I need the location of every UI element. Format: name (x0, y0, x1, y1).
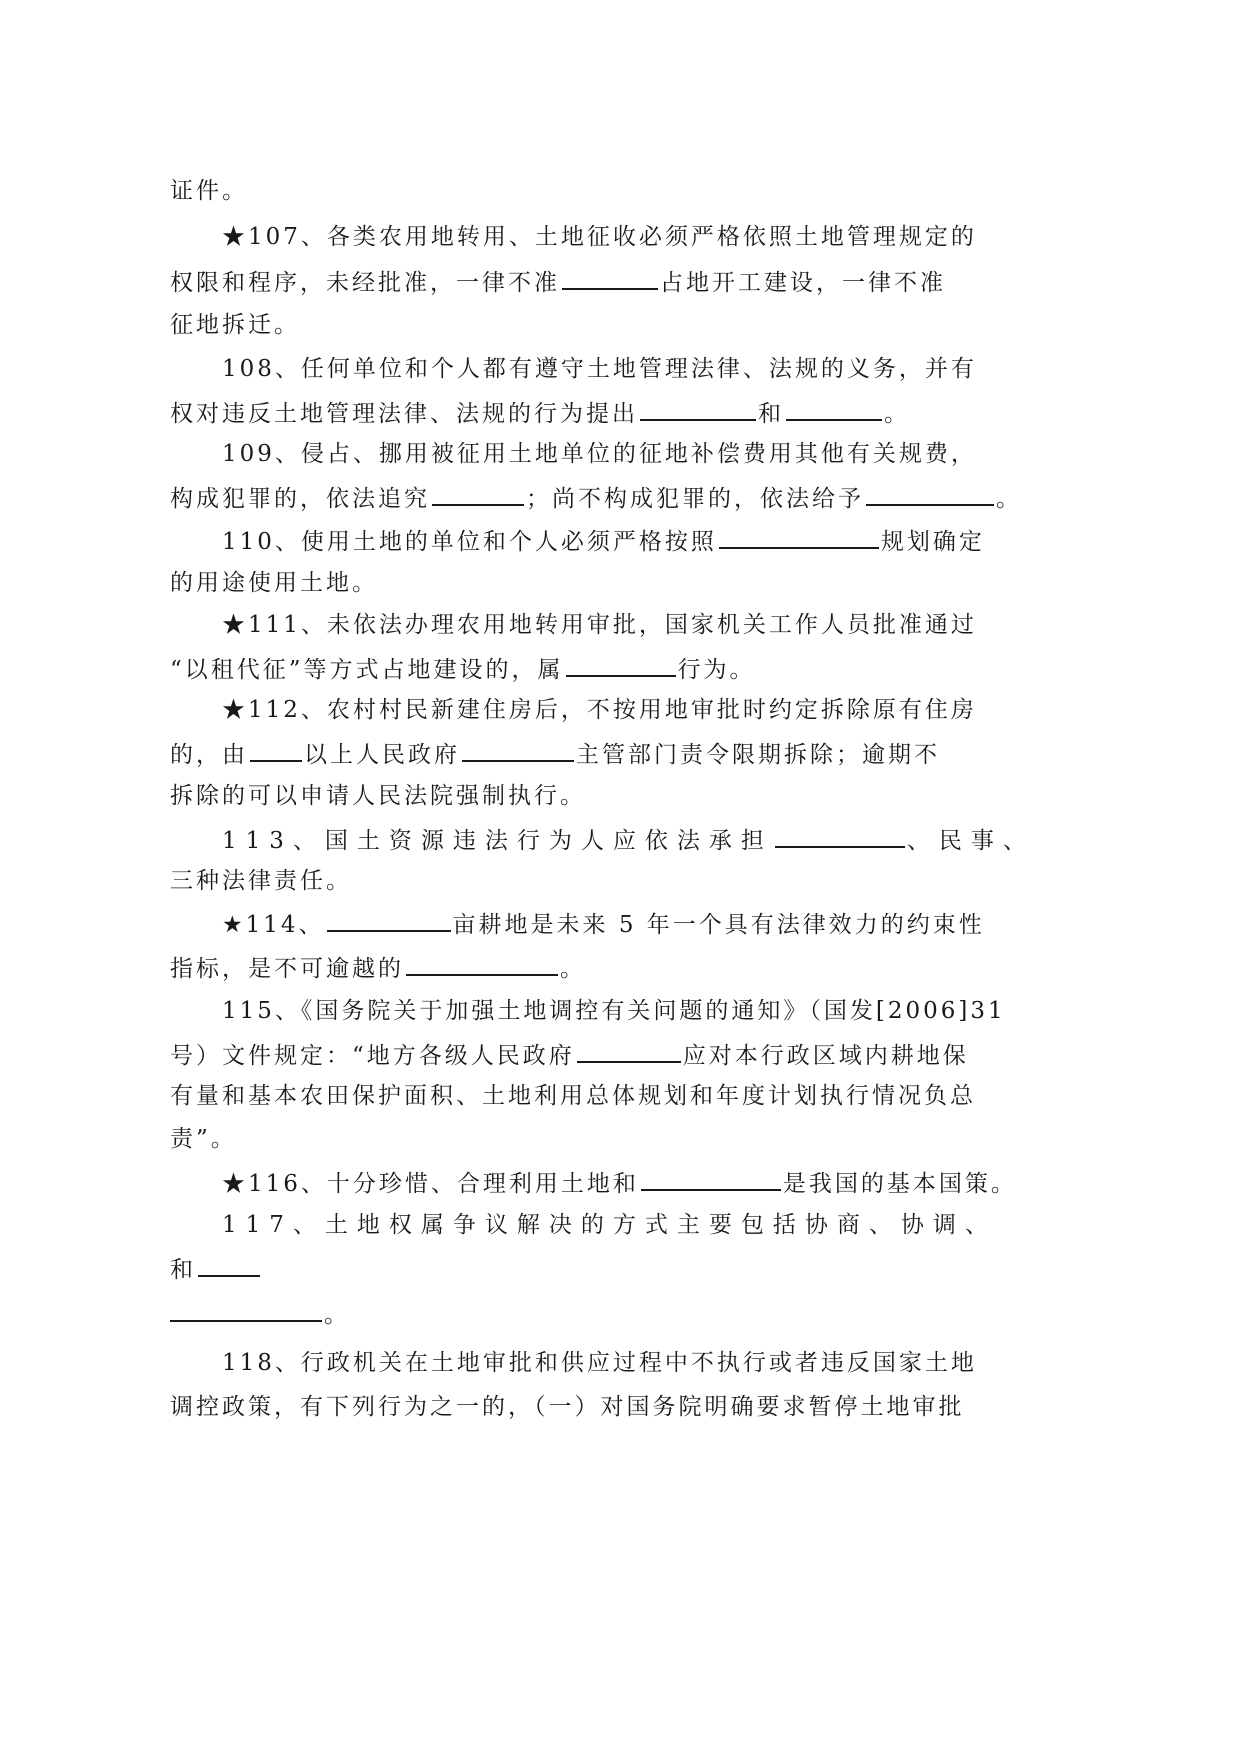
answer-blank[interactable] (406, 952, 558, 976)
question-114-line-1 (222, 908, 985, 940)
question-111-line-2 (170, 653, 756, 685)
text-segment: 115、《国务院关于加强土地调控有关问题的通知》（国发[2006]31 (222, 998, 1006, 1024)
question-110-line-1 (222, 525, 985, 557)
question-113-line-1 (222, 824, 1035, 856)
text-segment: 权限和程序，未经批准，一律不准 (170, 270, 560, 296)
text-segment: 主管部门责令限期拆除；逾期不 (576, 742, 940, 768)
answer-blank[interactable] (786, 397, 882, 421)
text-segment: 亩耕地是未来 5 年一个具有法律效力的约束性 (452, 912, 985, 938)
text-segment: 责”。 (170, 1126, 237, 1152)
text-segment: 。 (560, 956, 586, 982)
text-segment: 占地开工建设，一律不准 (660, 270, 946, 296)
text-segment: ★112、农村村民新建住房后，不按用地审批时约定拆除原有住房 (222, 697, 977, 723)
text-segment: 117、土地权属争议解决的方式主要包括协商、协调、 (222, 1212, 997, 1238)
text-segment: 、民事、 (906, 828, 1035, 854)
answer-blank[interactable] (775, 824, 905, 848)
text-segment: 118、行政机关在土地审批和供应过程中不执行或者违反国家土地 (222, 1350, 977, 1376)
text-segment: 。 (996, 486, 1022, 512)
text-line (170, 176, 248, 206)
answer-blank[interactable] (462, 738, 574, 762)
answer-blank[interactable] (562, 266, 658, 290)
text-segment: 和 (758, 401, 784, 427)
text-segment: 110、使用土地的单位和个人必须严格按照 (222, 529, 717, 555)
question-111-line-1 (222, 610, 977, 640)
answer-blank[interactable] (640, 397, 756, 421)
answer-blank[interactable] (866, 482, 994, 506)
answer-blank[interactable] (719, 525, 879, 549)
text-segment: 以上人民政府 (304, 742, 460, 768)
text-segment: 行为。 (677, 657, 756, 683)
question-107-line-2 (170, 266, 946, 298)
text-segment: ★107、各类农用地转用、土地征收必须严格依照土地管理规定的 (222, 224, 977, 250)
text-segment: 109、侵占、挪用被征用土地单位的征地补偿费用其他有关规费， (222, 441, 977, 467)
question-118-line-1 (222, 1348, 977, 1378)
answer-blank[interactable] (170, 1298, 322, 1322)
answer-blank[interactable] (577, 1039, 681, 1063)
question-112-line-2 (170, 738, 940, 770)
question-115-line-2 (170, 1039, 969, 1071)
text-segment: ；尚不构成犯罪的，依法给予 (526, 486, 864, 512)
text-segment: 有量和基本农田保护面积、土地利用总体规划和年度计划执行情况负总 (170, 1083, 976, 1109)
question-114-line-2 (170, 952, 586, 984)
question-115-line-4 (170, 1124, 237, 1154)
text-segment: 的用途使用土地。 (170, 570, 378, 596)
question-108-line-1 (222, 354, 977, 384)
answer-blank[interactable] (566, 653, 676, 677)
text-segment: 和 (170, 1257, 196, 1283)
text-segment: 的，由 (170, 742, 248, 768)
text-segment: 拆除的可以申请人民法院强制执行。 (170, 783, 586, 809)
question-107-line-3 (170, 310, 300, 340)
text-segment: 证件。 (170, 178, 248, 204)
text-segment: ★116、十分珍惜、合理利用土地和 (222, 1171, 639, 1197)
text-segment: 调控政策，有下列行为之一的，（一）对国务院明确要求暂停土地审批 (170, 1394, 965, 1420)
text-segment: 指标，是不可逾越的 (170, 956, 404, 982)
question-107-line-1 (222, 222, 977, 252)
text-segment: 号）文件规定：“地方各级人民政府 (170, 1043, 575, 1069)
question-117-line-1 (222, 1210, 997, 1240)
text-segment: 征地拆迁。 (170, 312, 300, 338)
question-109-line-1 (222, 439, 977, 469)
text-segment: 是我国的基本国策。 (782, 1171, 1017, 1197)
question-109-line-2 (170, 482, 1022, 514)
question-108-line-2 (170, 397, 910, 429)
answer-blank[interactable] (250, 738, 302, 762)
text-segment: 。 (884, 401, 910, 427)
question-116-line-1 (222, 1167, 1017, 1199)
question-112-line-3 (170, 781, 586, 811)
question-117-line-3 (170, 1298, 350, 1330)
text-segment: 113、国土资源违法行为人应依法承担 (222, 828, 773, 854)
text-segment: 108、任何单位和个人都有遵守土地管理法律、法规的义务，并有 (222, 356, 977, 382)
question-112-line-1 (222, 695, 977, 725)
answer-blank[interactable] (327, 908, 451, 932)
text-segment: “以租代征”等方式占地建设的，属 (170, 657, 564, 683)
text-segment: 权对违反土地管理法律、法规的行为提出 (170, 401, 638, 427)
question-115-line-3 (170, 1081, 976, 1111)
text-segment: 三种法律责任。 (170, 868, 352, 894)
text-segment: 规划确定 (880, 529, 985, 555)
answer-blank[interactable] (432, 482, 524, 506)
text-segment: 。 (324, 1302, 350, 1328)
text-segment: ★111、未依法办理农用地转用审批，国家机关工作人员批准通过 (222, 612, 977, 638)
question-115-line-1 (222, 996, 1006, 1026)
answer-blank[interactable] (198, 1253, 260, 1277)
text-segment: 应对本行政区域内耕地保 (682, 1043, 969, 1069)
answer-blank[interactable] (641, 1167, 781, 1191)
question-113-line-2 (170, 866, 352, 896)
question-110-line-2 (170, 568, 378, 598)
text-segment: 构成犯罪的，依法追究 (170, 486, 430, 512)
text-segment: ★114、 (222, 912, 325, 938)
question-117-line-2 (170, 1253, 262, 1285)
question-118-line-2 (170, 1392, 965, 1422)
